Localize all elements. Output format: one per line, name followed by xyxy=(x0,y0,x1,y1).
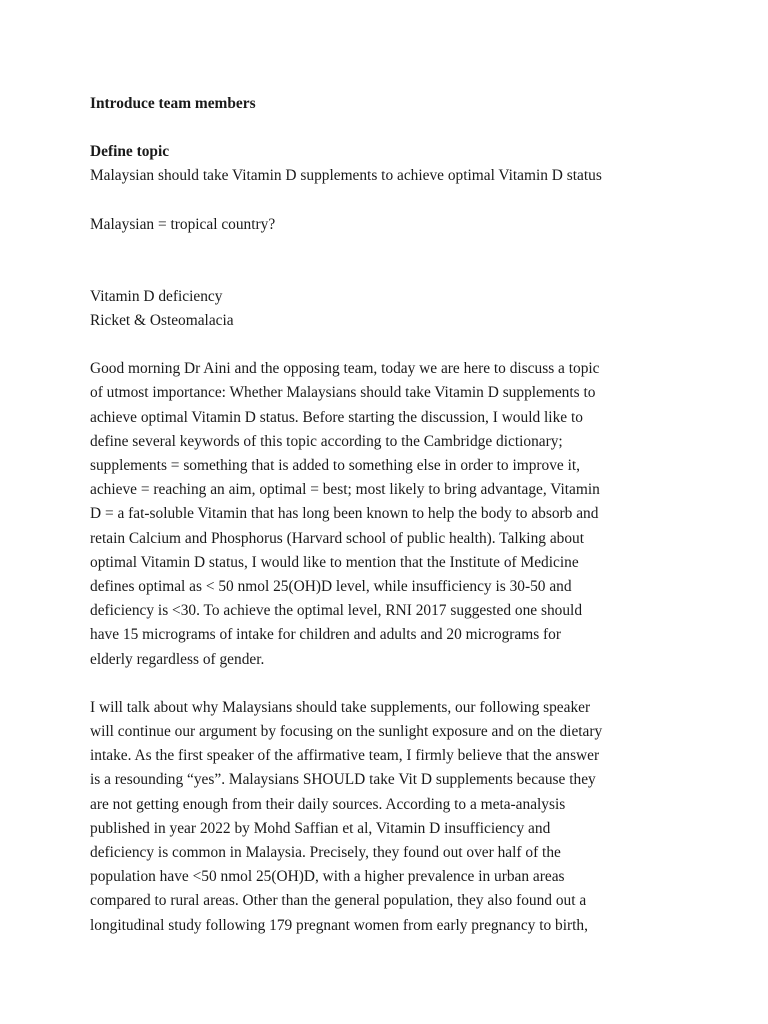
paragraph-line: deficiency is common in Malaysia. Precisely, they found out over half of the xyxy=(90,844,561,862)
paragraph-line: deficiency is <30. To achieve the optimal level, RNI 2017 suggested one should xyxy=(90,602,583,620)
topic-statement: Malaysian should take Vitamin D supplements to achieve optimal Vitamin D status xyxy=(90,167,602,185)
paragraph-line: achieve optimal Vitamin D status. Before starting the discussion, I would like to xyxy=(90,408,583,426)
document-body xyxy=(90,92,690,938)
paragraph-line: achieve = reaching an aim, optimal = best; most likely to bring advantage, Vitamin xyxy=(90,481,600,499)
note-ricket-osteomalacia: Ricket & Osteomalacia xyxy=(90,312,234,330)
paragraph-line: published in year 2022 by Mohd Saffian et al, Vitamin D insufficiency and xyxy=(90,819,551,837)
paragraph-introduction xyxy=(90,357,690,672)
paragraph-line: define several keywords of this topic according to the Cambridge dictionary; xyxy=(90,432,563,450)
paragraph-line: have 15 micrograms of intake for children and adults and 20 micrograms for xyxy=(90,626,561,644)
paragraph-line: longitudinal study following 179 pregnant women from early pregnancy to birth, xyxy=(90,916,588,934)
spacer xyxy=(90,237,690,285)
paragraph-argument xyxy=(90,696,690,938)
heading-define-topic: Define topic xyxy=(90,143,170,161)
paragraph-line: of utmost importance: Whether Malaysians should take Vitamin D supplements to xyxy=(90,384,596,402)
paragraph-line: optimal Vitamin D status, I would like to mention that the Institute of Medicine xyxy=(90,553,579,571)
spacer xyxy=(90,672,690,696)
paragraph-line: elderly regardless of gender. xyxy=(90,650,265,668)
paragraph-line: I will talk about why Malaysians should take supplements, our following speaker xyxy=(90,698,591,716)
heading-introduce-team: Introduce team members xyxy=(90,95,256,112)
paragraph-line: is a resounding “yes”. Malaysians SHOULD take Vit D supplements because they xyxy=(90,771,596,789)
paragraph-line: Good morning Dr Aini and the opposing team, today we are here to discuss a topic xyxy=(90,360,600,378)
topic-question: Malaysian = tropical country? xyxy=(90,215,276,233)
paragraph-line: retain Calcium and Phosphorus (Harvard school of public health). Talking about xyxy=(90,529,585,547)
paragraph-line: defines optimal as < 50 nmol 25(OH)D level, while insufficiency is 30-50 and xyxy=(90,578,572,596)
note-vitamin-d-deficiency: Vitamin D deficiency xyxy=(90,287,223,305)
paragraph-line: are not getting enough from their daily sources. According to a meta-analysis xyxy=(90,795,566,813)
spacer xyxy=(90,333,690,357)
spacer xyxy=(90,116,690,140)
spacer xyxy=(90,189,690,213)
paragraph-line: compared to rural areas. Other than the general population, they also found out a xyxy=(90,892,587,910)
paragraph-line: will continue our argument by focusing on the sunlight exposure and on the dietary xyxy=(90,723,603,741)
paragraph-line: intake. As the first speaker of the affirmative team, I firmly believe that the answer xyxy=(90,747,600,765)
paragraph-line: population have <50 nmol 25(OH)D, with a higher prevalence in urban areas xyxy=(90,868,565,886)
paragraph-line: D = a fat-soluble Vitamin that has long been known to help the body to absorb and xyxy=(90,505,599,523)
paragraph-line: supplements = something that is added to something else in order to improve it, xyxy=(90,457,580,475)
